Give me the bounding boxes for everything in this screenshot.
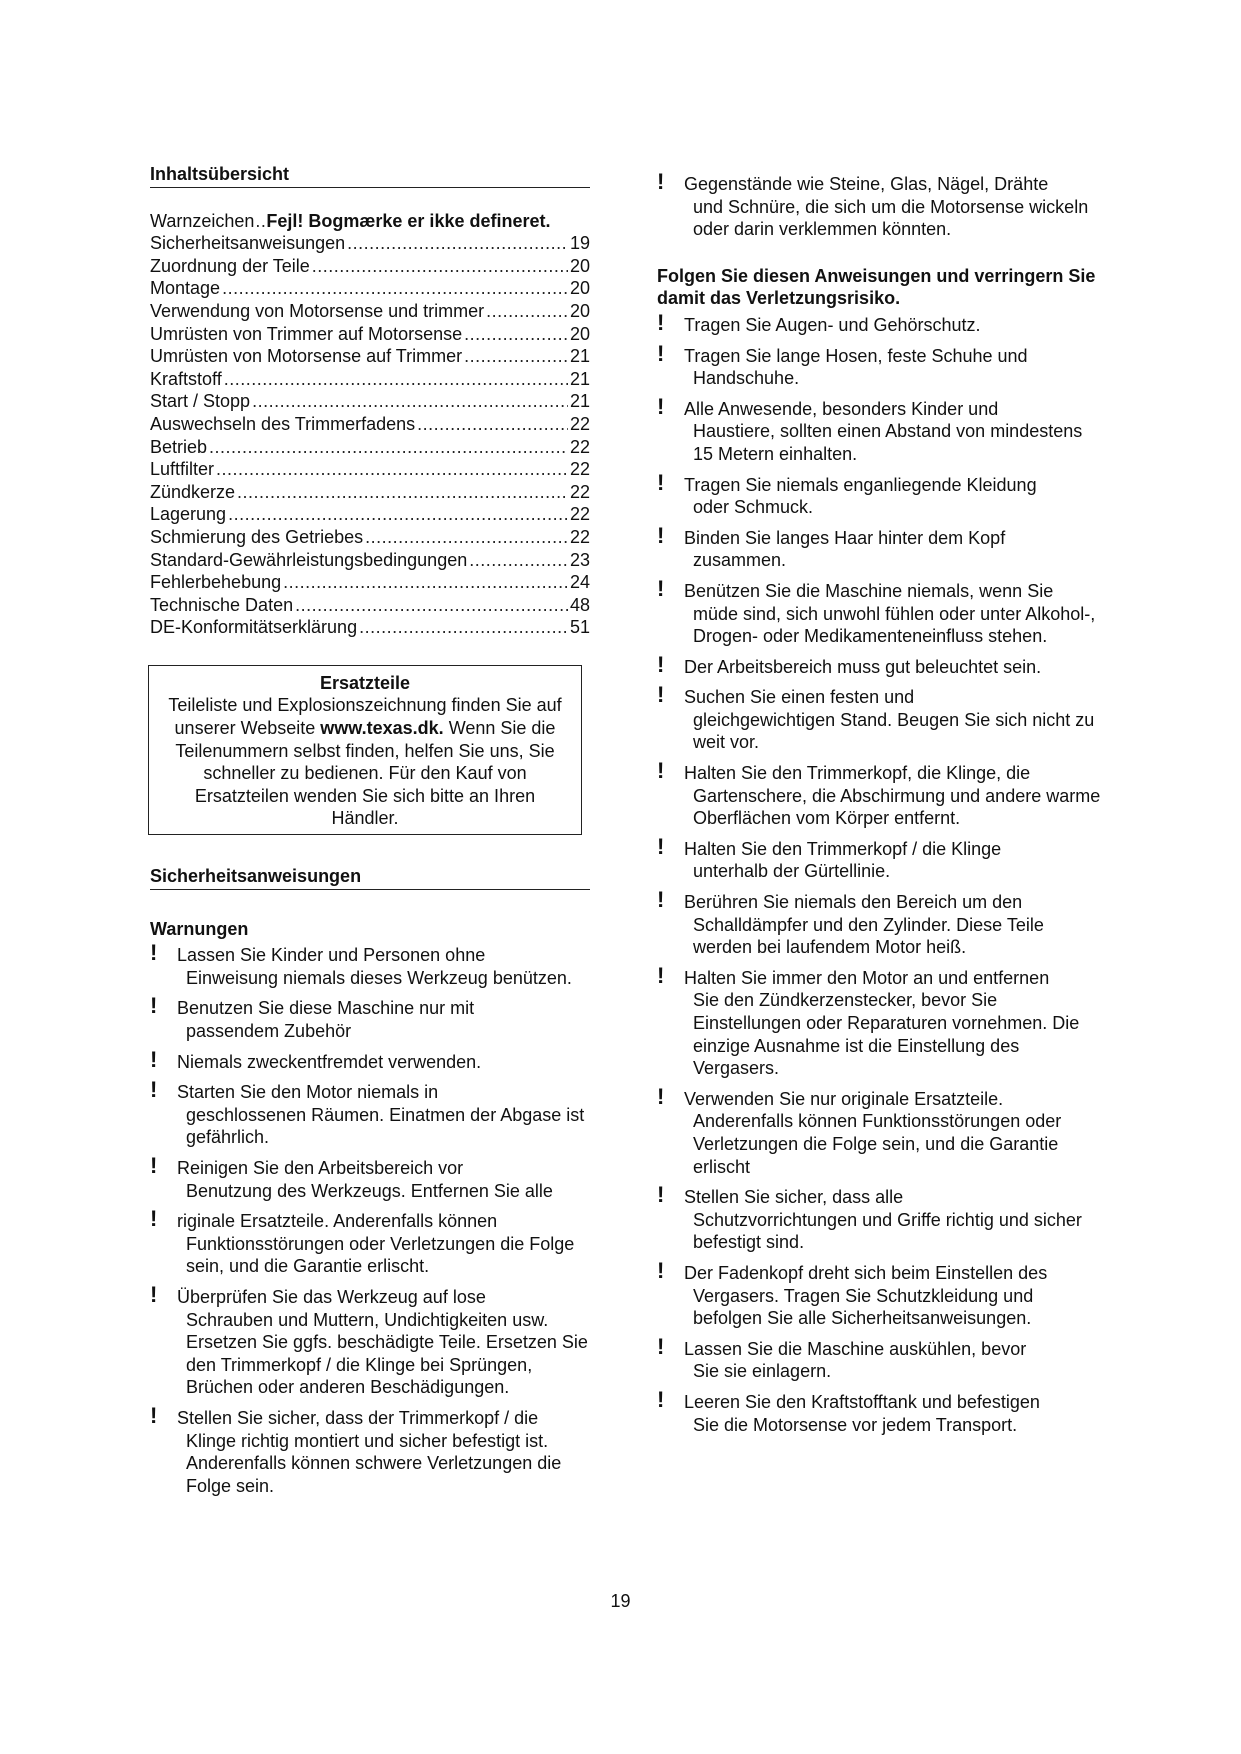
spare-parts-box (148, 665, 582, 835)
toc-leader-dots (359, 616, 568, 639)
exclamation-icon: ! (657, 651, 665, 677)
list-item: ! Tragen Sie Augen- und Gehörschutz. (657, 309, 981, 335)
list-item: ! Überprüfen Sie das Werkzeug auf lose Schrauben und Muttern, Undichtigkeiten usw. Ersetzen Sie ggfs. beschädigte Teile. Ersetzen Sie den Trimmerkopf / die Klinge bei Sprüngen, Brüchen oder anderen Beschädigungen. (150, 1281, 588, 1398)
toc-entry-page: 22 (569, 504, 590, 525)
toc-entry (150, 323, 590, 346)
toc-entry-title: Betrieb (150, 436, 208, 457)
toc-leader-dots (464, 323, 568, 346)
list-item: ! Lassen Sie Kinder und Personen ohne Einweisung niemals dieses Werkzeug benützen. (150, 940, 572, 988)
toc-leader-dots (252, 390, 568, 413)
list-item: ! Suchen Sie einen festen und gleichgewichtigen Stand. Beugen Sie sich nicht zu weit vor. (657, 682, 1095, 753)
toc-entry (150, 277, 590, 300)
exclamation-icon: ! (150, 1077, 158, 1103)
toc-entry (150, 571, 590, 594)
toc-leader-dots (486, 300, 568, 323)
toc-entry-page: 22 (569, 526, 590, 547)
list-item: ! Stellen Sie sicher, dass alle Schutzvorrichtungen und Griffe richtig und sicher befestigt sind. (657, 1182, 1082, 1253)
toc-entry (150, 210, 590, 233)
exclamation-icon: ! (657, 1386, 665, 1412)
exclamation-icon: ! (657, 340, 665, 366)
instructions-list (657, 309, 1107, 1436)
toc-entry-title: Technische Daten (150, 594, 294, 615)
list-item: ! Stellen Sie sicher, dass der Trimmerkopf / die Klinge richtig montiert und sicher befestigt ist. Anderenfalls können schwere Verletzungen die Folge sein. (150, 1402, 562, 1496)
exclamation-icon: ! (657, 393, 665, 419)
exclamation-icon: ! (150, 993, 158, 1019)
exclamation-icon: ! (657, 1333, 665, 1359)
list-item: ! Leeren Sie den Kraftstofftank und befestigen Sie die Motorsense vor jedem Transport. (657, 1386, 1040, 1435)
toc-entry-title: DE-Konformitätserklärung (150, 617, 358, 638)
toc-entry-title: Start / Stopp (150, 391, 251, 412)
spare-parts-text: Teileliste und Explosionszeichnung finden Sie auf unserer Webseite www.texas.dk. Wenn Sie die Teilenummern selbst finden, helfen Sie uns, Sie schneller zu bedienen. Für den Kauf von Ersatzteilen wenden Sie sich bitte an Ihren Händler. (168, 695, 562, 829)
toc-leader-dots (216, 458, 568, 481)
toc-entry-page: 22 (569, 481, 590, 502)
toc-entry (150, 616, 590, 639)
exclamation-icon: ! (657, 682, 665, 708)
toc-heading: Inhaltsübersicht (150, 163, 590, 188)
toc-entry-page: 21 (569, 346, 590, 367)
toc-entry (150, 413, 590, 436)
toc-leader-dots (347, 232, 568, 255)
toc-leader-dots (464, 345, 568, 368)
exclamation-icon: ! (657, 522, 665, 548)
toc-entry-page: 19 (569, 233, 590, 254)
toc-entry-title: Zündkerze (150, 481, 236, 502)
toc-entry-page: 20 (569, 300, 590, 321)
list-item: ! Binden Sie langes Haar hinter dem Kopf zusammen. (657, 522, 1006, 571)
list-item: ! Starten Sie den Motor niemals in geschlossenen Räumen. Einatmen der Abgase ist gefährlich. (150, 1077, 585, 1148)
toc-entry-title: Verwendung von Motorsense und trimmer (150, 300, 485, 321)
exclamation-icon: ! (657, 1083, 665, 1109)
toc-leader-dots (228, 503, 568, 526)
toc-entry (150, 345, 590, 368)
toc-entry-title: Luftfilter (150, 459, 215, 480)
spare-parts-title: Ersatzteile (319, 672, 411, 693)
list-item: ! Der Arbeitsbereich muss gut beleuchtet sein. (657, 651, 1042, 677)
follow-instructions-heading: Folgen Sie diesen Anweisungen und verringern Sie damit das Verletzungsrisiko. (657, 265, 1096, 309)
exclamation-icon: ! (657, 1257, 665, 1283)
toc-leader-dots (283, 571, 568, 594)
exclamation-icon: ! (657, 169, 665, 194)
exclamation-icon: ! (150, 1046, 158, 1072)
warnings-list (150, 940, 590, 1497)
toc-entry (150, 458, 590, 481)
toc-entry-page: 22 (569, 436, 590, 457)
toc-entry-page: Fejl! Bogmærke er ikke defineret. (266, 210, 551, 231)
list-item: ! Alle Anwesende, besonders Kinder und Haustiere, sollten einen Abstand von mindestens 15 Metern einhalten. (657, 393, 1083, 464)
toc-entry-page: 22 (569, 459, 590, 480)
list-item: ! Benutzen Sie diese Maschine nur mit passendem Zubehör (150, 993, 475, 1041)
toc-entry (150, 481, 590, 504)
list-item: ! Verwenden Sie nur originale Ersatzteile. Anderenfalls können Funktionsstörungen oder Verletzungen die Folge sein, und die Garantie erlischt (657, 1083, 1062, 1177)
toc-entry (150, 503, 590, 526)
toc-entry-title: Umrüsten von Motorsense auf Trimmer (150, 346, 463, 367)
toc-entry-title: Auswechseln des Trimmerfadens (150, 413, 416, 434)
exclamation-icon: ! (657, 469, 665, 495)
exclamation-icon: ! (150, 940, 158, 966)
toc-entry-title: Montage (150, 278, 221, 299)
list-item: ! Halten Sie immer den Motor an und entfernen Sie den Zündkerzenstecker, bevor Sie Einstellungen oder Reparaturen vornehmen. Die einzige Ausnahme ist die Einstellung des Vergasers. (657, 962, 1080, 1079)
toc-leader-dots (237, 481, 568, 504)
list-item: ! Gegenstände wie Steine, Glas, Nägel, Drähte und Schnüre, die sich um die Motorsense wickeln oder darin verklemmen könnten. (657, 169, 1089, 240)
toc-leader-dots (222, 277, 568, 300)
toc-entry-page: 20 (569, 323, 590, 344)
list-item: ! Lassen Sie die Maschine auskühlen, bevor Sie sie einlagern. (657, 1333, 1027, 1382)
toc-entry-title: Zuordnung der Teile (150, 255, 310, 276)
exclamation-icon: ! (150, 1281, 158, 1307)
exclamation-icon: ! (657, 758, 665, 784)
list-item: ! Tragen Sie niemals enganliegende Kleidung oder Schmuck. (657, 469, 1037, 518)
list-item: ! Halten Sie den Trimmerkopf / die Klinge unterhalb der Gürtellinie. (657, 833, 1002, 882)
toc-entry-page: 23 (569, 549, 590, 570)
list-item: ! Der Fadenkopf dreht sich beim Einstellen des Vergasers. Tragen Sie Schutzkleidung und befolgen Sie alle Sicherheitsanweisungen. (657, 1257, 1048, 1329)
toc-entry-title: Schmierung des Getriebes (150, 526, 364, 547)
page-number: 19 (610, 1591, 631, 1611)
exclamation-icon: ! (657, 887, 665, 913)
toc-entry-page: 21 (569, 368, 590, 389)
toc-entry (150, 436, 590, 459)
toc-entry (150, 390, 590, 413)
website-link[interactable]: www.texas.dk. (320, 718, 444, 739)
exclamation-icon: ! (657, 833, 665, 859)
toc-leader-dots (255, 210, 265, 233)
toc-entry-title: Standard-Gewährleistungsbedingungen (150, 549, 468, 570)
exclamation-icon: ! (657, 1182, 665, 1208)
toc-entry-title: Kraftstoff (150, 368, 222, 389)
toc-entry-title: Lagerung (150, 504, 227, 525)
toc-entry (150, 549, 590, 572)
exclamation-icon: ! (150, 1206, 158, 1232)
list-item: ! Reinigen Sie den Arbeitsbereich vor Benutzung des Werkzeugs. Entfernen Sie alle (150, 1152, 553, 1201)
toc-leader-dots (312, 255, 568, 278)
toc-entry (150, 526, 590, 549)
toc-entry (150, 255, 590, 278)
toc-entry (150, 594, 590, 617)
exclamation-icon: ! (657, 309, 665, 335)
list-item: ! Berühren Sie niemals den Bereich um den Schalldämpfer und den Zylinder. Diese Teile werden bei laufendem Motor heiß. (657, 887, 1044, 958)
toc-leader-dots (209, 436, 568, 459)
warnings-heading: Warnungen (150, 918, 249, 939)
toc-entry-title: Fehlerbehebung (150, 572, 282, 593)
list-item: ! Benützen Sie die Maschine niemals, wenn Sie müde sind, sich unwohl fühlen oder unter Alkohol-, Drogen- oder Medikamenteneinfluss stehen. (657, 575, 1096, 647)
table-of-contents (150, 210, 590, 639)
toc-entry-page: 20 (569, 278, 590, 299)
exclamation-icon: ! (150, 1402, 158, 1428)
toc-entry (150, 232, 590, 255)
toc-entry-page: 51 (569, 617, 590, 638)
toc-entry (150, 300, 590, 323)
safety-heading: Sicherheitsanweisungen (150, 865, 590, 890)
toc-entry-page: 24 (569, 572, 590, 593)
list-item: ! riginale Ersatzteile. Anderenfalls können Funktionsstörungen oder Verletzungen die Folge sein, und die Garantie erlischt. (150, 1206, 575, 1277)
toc-entry-page: 20 (569, 255, 590, 276)
exclamation-icon: ! (657, 962, 665, 988)
toc-entry-title: Warnzeichen (150, 210, 255, 231)
toc-leader-dots (417, 413, 568, 436)
toc-entry-title: Umrüsten von Trimmer auf Motorsense (150, 323, 463, 344)
list-item: ! Halten Sie den Trimmerkopf, die Klinge, die Gartenschere, die Abschirmung und andere warme Oberflächen vom Körper entfernt. (657, 758, 1101, 829)
toc-entry (150, 368, 590, 391)
toc-entry-title: Sicherheitsanweisungen (150, 233, 346, 254)
toc-entry-page: 48 (569, 594, 590, 615)
toc-leader-dots (224, 368, 568, 391)
exclamation-icon: ! (150, 1152, 158, 1178)
list-item: ! Tragen Sie lange Hosen, feste Schuhe und Handschuhe. (657, 340, 1028, 389)
list-item: ! Niemals zweckentfremdet verwenden. (150, 1046, 482, 1072)
toc-entry-page: 22 (569, 413, 590, 434)
exclamation-icon: ! (657, 575, 665, 601)
toc-entry-page: 21 (569, 391, 590, 412)
toc-leader-dots (295, 594, 568, 617)
toc-leader-dots (469, 549, 568, 572)
toc-leader-dots (365, 526, 568, 549)
